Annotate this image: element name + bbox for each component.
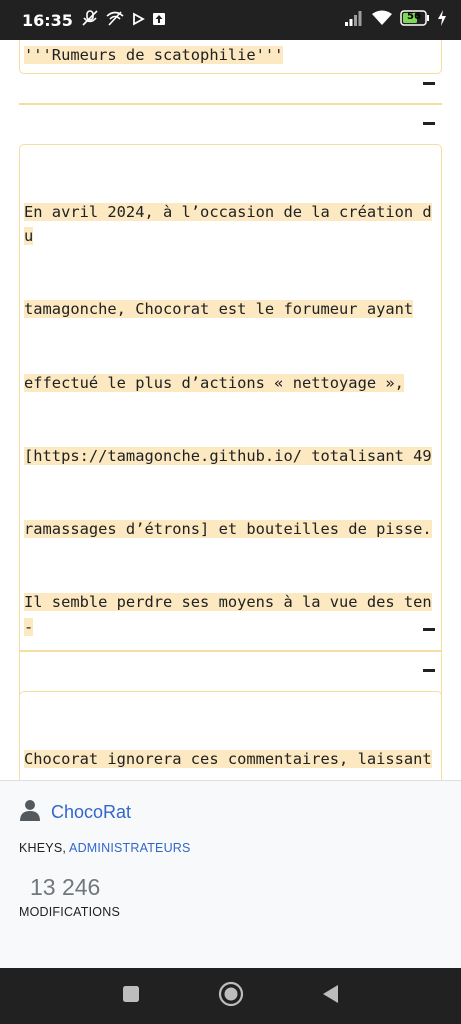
status-time: 16:35 bbox=[22, 10, 73, 30]
user-row[interactable] bbox=[19, 799, 131, 826]
diff-empty-line bbox=[19, 103, 442, 105]
signal-icon bbox=[344, 10, 364, 30]
group-admin-link[interactable]: ADMINISTRATEURS bbox=[69, 841, 191, 855]
diff-line: Chocorat ignorera ces commentaires, laissant bbox=[24, 749, 432, 768]
minus-marker bbox=[423, 82, 435, 85]
home-button[interactable] bbox=[181, 968, 281, 1024]
recents-button[interactable] bbox=[81, 968, 181, 1024]
diff-line: tamagonche, Chocorat est le forumeur ayant bbox=[24, 300, 414, 319]
minus-marker bbox=[423, 122, 435, 125]
diff-block-title bbox=[19, 40, 442, 74]
play-icon bbox=[131, 11, 145, 30]
battery-icon bbox=[400, 10, 430, 30]
minus-marker bbox=[423, 669, 435, 672]
diff-empty-line bbox=[19, 650, 442, 652]
battery-level: 56 bbox=[407, 11, 421, 22]
wifi-icon bbox=[371, 10, 393, 30]
diff-line: '''Rumeurs de scatophilie''' bbox=[24, 46, 284, 64]
username-link[interactable]: ChocoRat bbox=[51, 802, 132, 822]
wifi-call-icon bbox=[106, 10, 124, 30]
diff-line: ramassages d’étrons] et bouteilles de pisse. bbox=[24, 520, 432, 539]
diff-block-rumeurs bbox=[19, 144, 442, 780]
navigation-bar bbox=[0, 968, 461, 1024]
recents-icon bbox=[122, 985, 140, 1008]
edit-count: 13 246 bbox=[30, 874, 101, 900]
diff-content bbox=[0, 40, 461, 780]
user-icon bbox=[19, 799, 41, 826]
user-info-footer bbox=[0, 780, 461, 968]
upload-icon bbox=[152, 11, 166, 30]
diff-line: En avril 2024, à l’occasion de la création du bbox=[24, 202, 432, 246]
muted-mic-icon bbox=[81, 10, 99, 30]
group-plain: KHEYS, bbox=[19, 841, 70, 855]
diff-text-block2 bbox=[24, 151, 436, 780]
diff-line: effectué le plus d’actions « nettoyage », bbox=[24, 373, 404, 392]
diff-text-block3 bbox=[24, 698, 436, 780]
charging-icon bbox=[437, 10, 447, 30]
diff-line: [https://tamagonche.github.io/ totalisant 49 bbox=[24, 446, 432, 465]
diff-block-ignorera bbox=[19, 691, 442, 780]
home-icon bbox=[218, 981, 244, 1012]
back-icon bbox=[321, 984, 341, 1009]
user-groups bbox=[19, 841, 191, 855]
back-button[interactable] bbox=[281, 968, 381, 1024]
edit-count-label: MODIFICATIONS bbox=[19, 905, 120, 919]
minus-marker bbox=[423, 628, 435, 631]
diff-line: Il semble perdre ses moyens à la vue des ten- bbox=[24, 593, 432, 636]
status-bar bbox=[0, 0, 461, 40]
